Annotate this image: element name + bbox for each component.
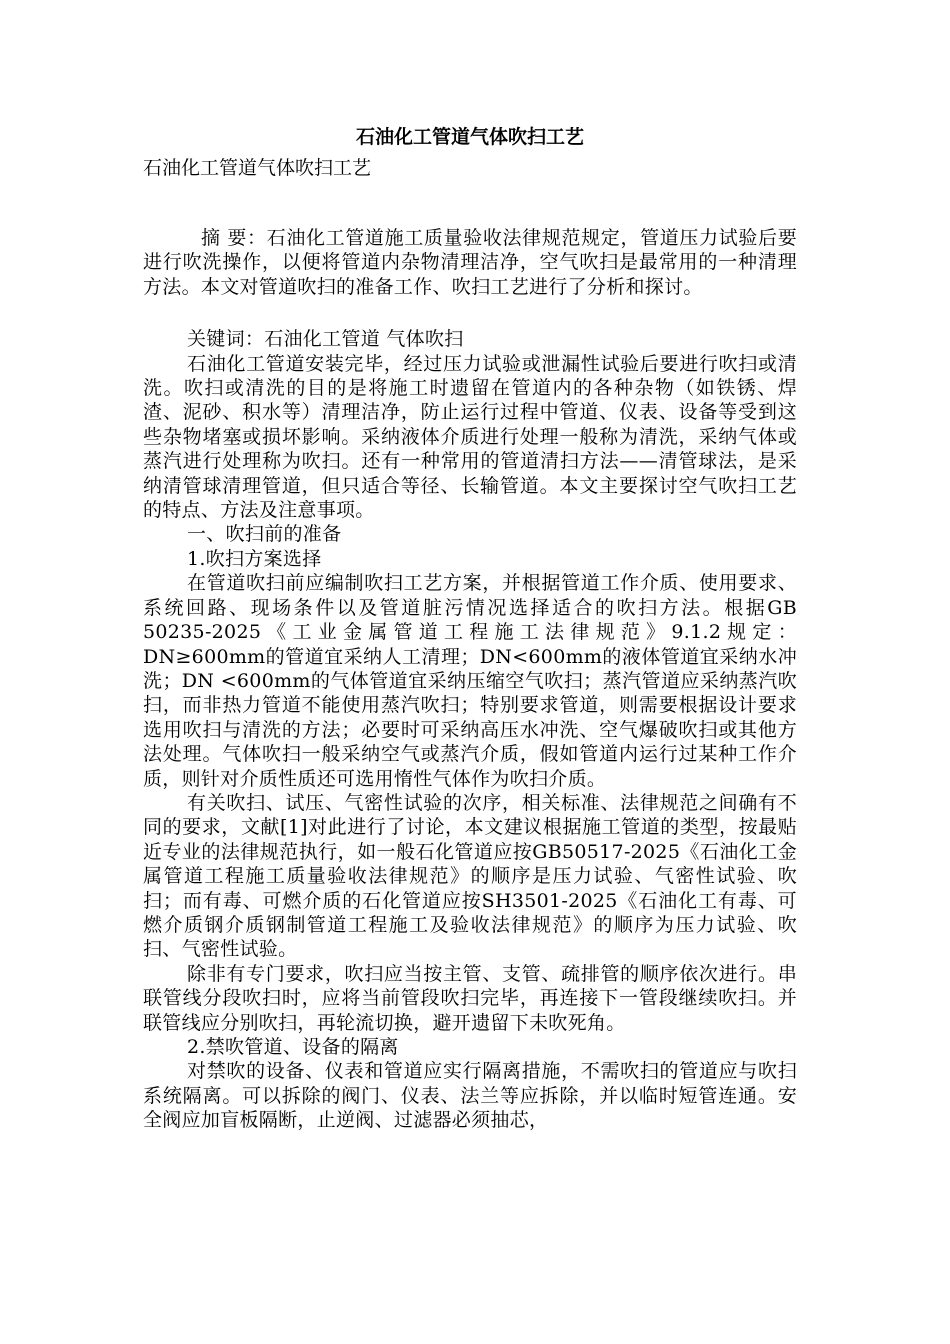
document-subtitle: 石油化工管道气体吹扫工艺 (143, 157, 372, 179)
keywords-line: 关键词：石油化工管道 气体吹扫 (187, 328, 464, 351)
spacer (143, 182, 797, 226)
body-paragraph: 在管道吹扫前应编制吹扫工艺方案，并根据管道工作介质、使用要求、系统回路、现场条件以及管道脏污情况选择适合的吹扫方法。根据GB 50235-2025《工业金属管道工程施工法律规范》9.1.2规定：DN≥600mm的管道宜采纳人工清理；DN<600mm的液体管道宜采纳水冲洗；DN <600mm的气体管道宜采纳压缩空气吹扫；蒸汽管道应采纳蒸汽吹扫，而非热力管道不能使用蒸汽吹扫；特别要求管道，则需要根据设计要求选用吹扫与清洗的方法；必要时可采纳高压水冲洗、空气爆破吹扫或其他方法处理。气体吹扫一般采纳空气或蒸汽介质，假如管道内运行过某种工作介质，则针对介质性质还可选用惰性气体作为吹扫介质。 (143, 572, 797, 790)
body-paragraph: 除非有专门要求，吹扫应当按主管、支管、疏排管的顺序依次进行。串联管线分段吹扫时，应将当前管段吹扫完毕，再连接下一管段继续吹扫。并联管线应分别吹扫，再轮流切换，避开遗留下未吹死角。 (143, 962, 797, 1034)
subsection-heading: 1.吹扫方案选择 (187, 547, 322, 570)
document-title: 石油化工管道气体吹扫工艺 (355, 126, 584, 148)
section-heading: 一、吹扫前的准备 (187, 523, 342, 546)
document-body (143, 120, 797, 1133)
body-paragraph: 石油化工管道安装完毕，经过压力试验或泄漏性试验后要进行吹扫或清洗。吹扫或清洗的目的是将施工时遗留在管道内的各种杂物（如铁锈、焊渣、泥砂、积水等）清理洁净，防止运行过程中管道、仪表、设备等受到这些杂物堵塞或损坏影响。采纳液体介质进行处理一般称为清洗，采纳气体或蒸汽进行处理称为吹扫。还有一种常用的管道清扫方法——清管球法，是采纳清管球清理管道，但只适合等径、长输管道。本文主要探讨空气吹扫工艺的特点、方法及注意事项。 (143, 352, 797, 522)
body-paragraph: 有关吹扫、试压、气密性试验的次序，相关标准、法律规范之间确有不同的要求，文献[1]对此进行了讨论，本文建议根据施工管道的类型，按最贴近专业的法律规范执行，如一般石化管道应按GB50517-2025《石油化工金属管道工程施工质量验收法律规范》的顺序是压力试验、气密性试验、吹扫；而有毒、可燃介质的石化管道应按SH3501-2025《石油化工有毒、可燃介质钢介质钢制管道工程施工及验收法律规范》的顺序为压力试验、吹扫、气密性试验。 (143, 791, 797, 961)
spacer (143, 299, 797, 323)
abstract-paragraph: 摘 要：石油化工管道施工质量验收法律规范规定，管道压力试验后要进行吹洗操作，以便将管道内杂物清理洁净，空气吹扫是最常用的一种清理方法。本文对管道吹扫的准备工作、吹扫工艺进行了分析和探讨。 (143, 227, 797, 298)
body-paragraph: 对禁吹的设备、仪表和管道应实行隔离措施，不需吹扫的管道应与吹扫系统隔离。可以拆除的阀门、仪表、法兰等应拆除，并以临时短管连通。安全阀应加盲板隔断，止逆阀、过滤器必须抽芯， (143, 1060, 797, 1132)
subsection-heading: 2.禁吹管道、设备的隔离 (187, 1036, 399, 1058)
